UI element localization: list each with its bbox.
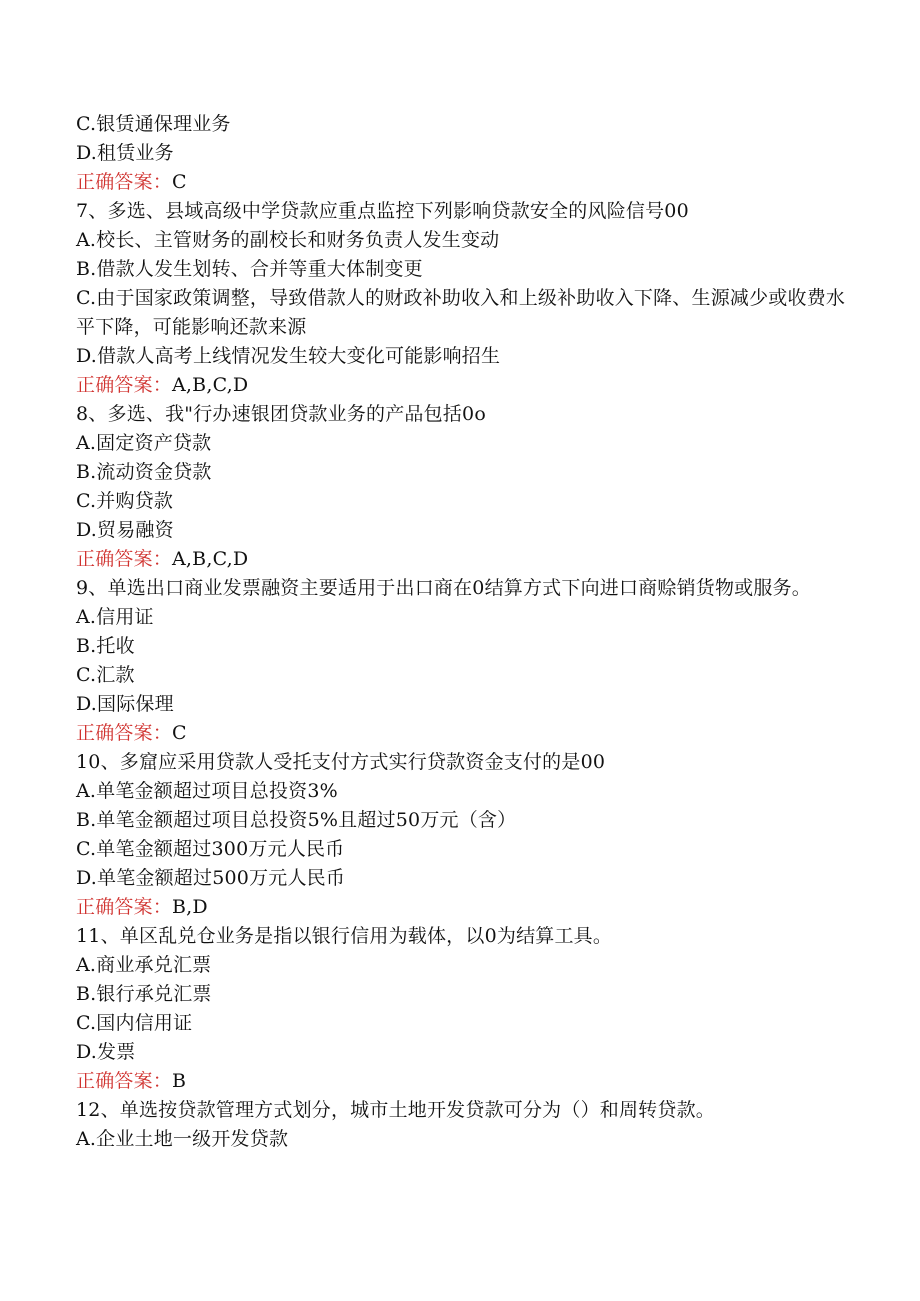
answer-line [76, 719, 846, 748]
answer-value: B [172, 1070, 187, 1092]
option-text: D.单笔金额超过500万元人民币 [76, 867, 346, 889]
question-text: 10、多窟应采用贷款人受托支付方式实行贷款资金支付的是00 [76, 751, 606, 773]
option-text: A.单笔金额超过项目总投资3% [76, 780, 338, 802]
option-text: A.固定资产贷款 [76, 432, 212, 454]
answer-label: 正确答案： [76, 548, 173, 570]
option-text: D.发票 [76, 1041, 136, 1063]
option-text: A.信用证 [76, 606, 154, 628]
document-body [76, 110, 846, 1154]
question-text: 11、单区乱兑仓业务是指以银行信用为载体，以0为结算工具。 [76, 925, 613, 947]
option-text: B.单笔金额超过项目总投资5%且超过50万元（含） [76, 809, 517, 831]
answer-value: A,B,C,D [172, 548, 249, 570]
option-text: B.流动资金贷款 [76, 461, 212, 483]
question-block [76, 400, 846, 574]
option-text: D.国际保理 [76, 693, 174, 715]
answer-line [76, 545, 846, 574]
option-text: B.借款人发生划转、合并等重大体制变更 [76, 258, 423, 280]
option-text: C.由于国家政策调整，导致借款人的财政补助收入和上级补助收入下降、生源减少或收费水平下降，可能影响还款来源 [76, 287, 846, 338]
option-text: C.单笔金额超过300万元人民币 [76, 838, 345, 860]
answer-line [76, 893, 846, 922]
question-text: 8、多选、我"行办速银团贷款业务的产品包括0o [76, 403, 486, 425]
question-block [76, 197, 846, 400]
answer-label: 正确答案： [76, 374, 173, 396]
option-text: C.国内信用证 [76, 1012, 193, 1034]
answer-value: B,D [172, 896, 208, 918]
option-text: D.借款人高考上线情况发生较大变化可能影响招生 [76, 345, 501, 367]
option-text: D.租赁业务 [76, 142, 174, 164]
option-text: A.校长、主管财务的副校长和财务负责人发生变动 [76, 229, 500, 251]
answer-label: 正确答案： [76, 722, 173, 744]
answer-line [76, 1067, 846, 1096]
question-block [76, 110, 846, 197]
answer-value: A,B,C,D [172, 374, 249, 396]
question-block [76, 1096, 846, 1154]
question-text: 7、多选、县域高级中学贷款应重点监控下列影响贷款安全的风险信号00 [76, 200, 689, 222]
answer-line [76, 371, 846, 400]
option-text: B.银行承兑汇票 [76, 983, 212, 1005]
answer-label: 正确答案： [76, 1070, 173, 1092]
question-text: 9、单选出口商业发票融资主要适用于出口商在0结算方式下向进口商赊销货物或服务。 [76, 577, 811, 599]
option-text: C.汇款 [76, 664, 135, 686]
question-block [76, 748, 846, 922]
answer-label: 正确答案： [76, 171, 173, 193]
answer-value: C [172, 171, 187, 193]
question-block [76, 574, 846, 748]
answer-line [76, 168, 846, 197]
question-block [76, 922, 846, 1096]
answer-value: C [172, 722, 187, 744]
answer-label: 正确答案： [76, 896, 173, 918]
option-text: D.贸易融资 [76, 519, 174, 541]
option-text: A.企业土地一级开发贷款 [76, 1128, 289, 1150]
question-text: 12、单选按贷款管理方式划分，城市土地开发贷款可分为（）和周转贷款。 [76, 1099, 715, 1121]
option-text: C.银赁通保理业务 [76, 113, 231, 135]
option-text: A.商业承兑汇票 [76, 954, 212, 976]
option-text: B.托收 [76, 635, 135, 657]
option-text: C.并购贷款 [76, 490, 174, 512]
